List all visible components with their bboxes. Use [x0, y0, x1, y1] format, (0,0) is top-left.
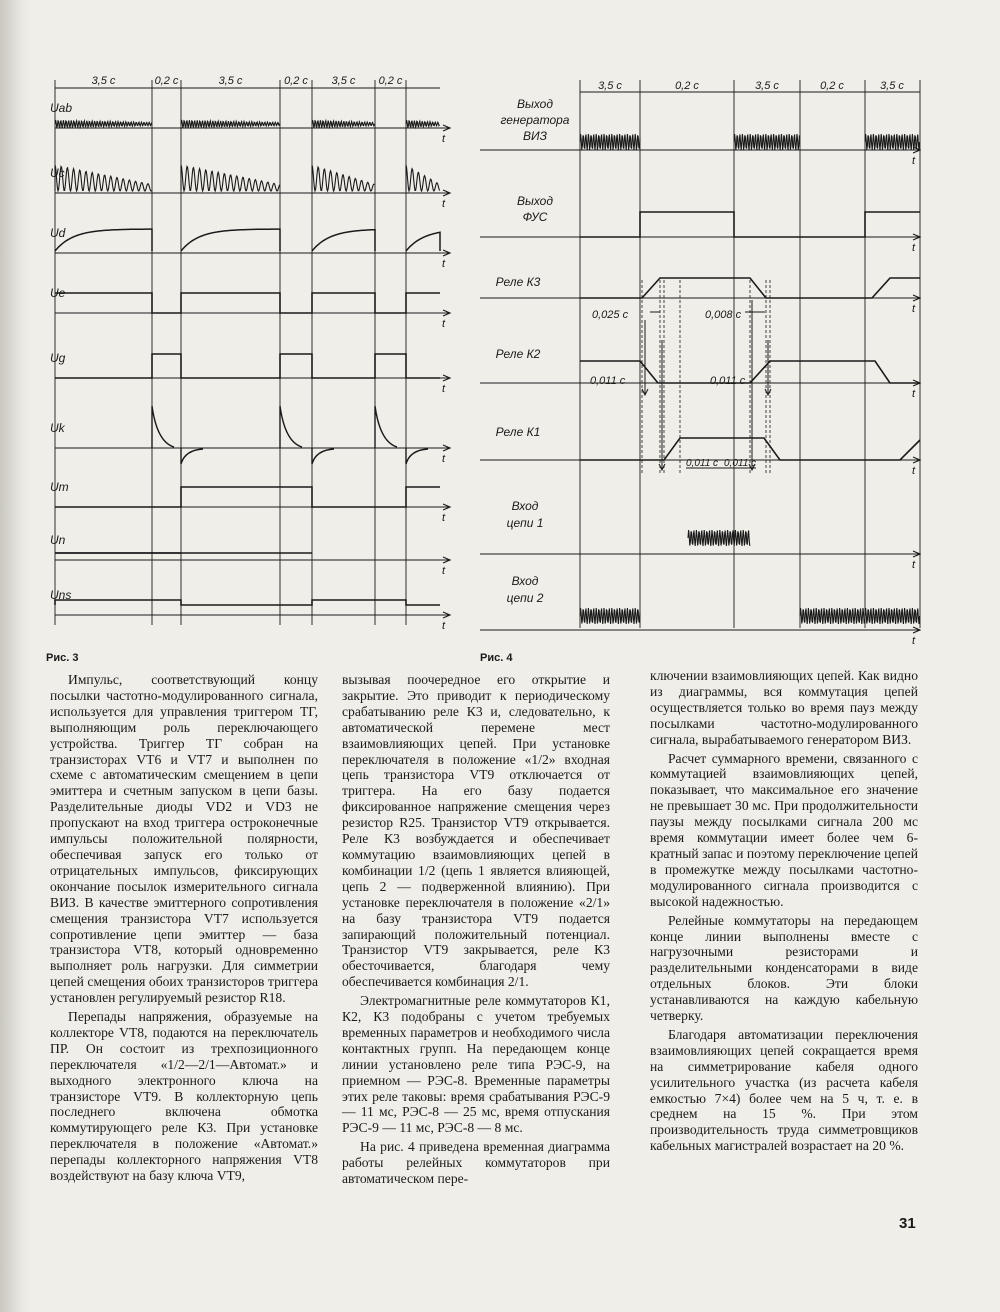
fig4-axis-viz-t-label: t	[912, 155, 916, 167]
fig4-delay-label-4: 0,011 с	[686, 458, 719, 469]
fig3-axis-uc-t-label: t	[442, 198, 446, 210]
paragraph: Релейные коммутаторы на передающем конце линии выполнены вместе с нагрузочными резисторами и разделительными конденсаторами в виде отдельных блоков. Эти блоки устанавливаются на каждую кабельную четверку.	[650, 912, 918, 1024]
figure-4-caption: Рис. 4	[480, 652, 513, 664]
fig4-in1-burst	[688, 530, 750, 546]
fig3-uk-pos-spike-2	[375, 406, 397, 448]
paragraph: Расчет суммарного времени, связанного с коммутацией взаимовлияющих цепей, показывает, что максимальное его значение не превышает 30 мс. При продолжительности паузы между посылками сигнала 200 мс время коммутации имеет более чем 6-кратный запас и поэтому переключение цепей в промежутке между посылками частотно-модулированного сигнала производится с высокой надежностью.	[650, 750, 918, 909]
fig4-label-in1-line2: цепи 1	[506, 516, 544, 530]
fig3-interval-label-4: 3,5 с	[331, 75, 356, 87]
fig3-uab-burst-0	[55, 120, 152, 128]
paragraph: Электромагнитные реле коммутаторов К1, К2, К3 подобраны с учетом требуемых временных параметров и необходимого числа контактных групп. На передающем конце линии установлено реле типа РЭС-9, на приемном — РЭС-8. Временные параметры этих реле таковы: время срабатывания РЭС-9 — 11 мс, РЭС-8 — 25 мс, время отпускания РЭС-9 — 11 мс, РЭС-8 — 8 мс.	[342, 993, 610, 1136]
fig3-ug-waveform	[55, 354, 440, 378]
fig4-axis-in1-t-label: t	[912, 559, 916, 571]
figure-3-caption: Рис. 3	[46, 652, 79, 664]
fig3-axis-ue-t-label: t	[442, 318, 446, 330]
fig3-uk-pos-spike-1	[280, 406, 302, 448]
fig3-uc-burst-0	[55, 165, 152, 191]
fig4-in2-burst-2	[865, 608, 920, 624]
fig4-label-fus-line1: Выход	[516, 194, 554, 208]
fig4-label-viz-line3: ВИЗ	[523, 129, 547, 143]
fig3-axis-un-t-label: t	[442, 565, 446, 577]
fig4-label-fus-line2: ФУС	[522, 210, 548, 224]
fig4-axis-k1-t-label: t	[912, 465, 916, 477]
paragraph: ключении взаимовлияющих цепей. Как видно из диаграммы, вся коммутация цепей осуществляется только во время пауз между посылками частотно-модулированного сигнала, вырабатываемого генератором ВИЗ.	[650, 668, 918, 747]
fig3-interval-label-1: 0,2 с	[154, 75, 179, 87]
fig4-axis-fus-t-label: t	[912, 242, 916, 254]
fig3-uc-burst-1	[181, 165, 280, 191]
fig3-uk-neg-spike-0	[181, 448, 203, 464]
fig3-signal-label-um: Um	[50, 480, 69, 494]
fig4-label-viz-line2: генератора	[500, 113, 570, 127]
figure-4-timing-diagram	[480, 0, 940, 647]
fig3-axis-uk-t-label: t	[442, 453, 446, 465]
figure-3-timing-diagram	[30, 0, 500, 640]
fig4-label-viz-line1: Выход	[516, 97, 554, 111]
fig4-label-in1-line1: Вход	[511, 499, 539, 513]
fig3-signal-label-uk: Uk	[50, 421, 65, 435]
fig3-axis-uab-t-label: t	[442, 133, 446, 145]
fig4-label-k1: Реле К1	[495, 425, 541, 439]
fig4-delay-label-1: 0,008 с	[705, 309, 742, 321]
fig3-signal-label-un: Un	[50, 533, 66, 547]
text-column-1	[50, 672, 318, 1187]
fig3-uab-burst-1	[181, 120, 280, 128]
fig4-label-k3: Реле К3	[495, 275, 541, 289]
fig3-ud-envelope-2	[312, 230, 375, 251]
fig4-axis-in2-t-label: t	[912, 635, 916, 647]
fig3-axis-ud-t-label: t	[442, 258, 446, 270]
fig3-signal-label-ug: Ug	[50, 351, 66, 365]
fig4-interval-label-2: 3,5 с	[755, 80, 779, 92]
fig4-delay-label-3: 0,011 с	[710, 375, 746, 387]
fig3-uns-waveform	[55, 600, 440, 605]
fig3-ud-envelope-3	[406, 232, 440, 251]
fig3-uab-burst-2	[312, 120, 374, 128]
fig3-uk-neg-spike-2	[406, 448, 428, 464]
fig4-interval-label-3: 0,2 с	[820, 80, 844, 92]
fig4-label-in2-line2: цепи 2	[506, 591, 544, 605]
fig3-signal-label-ud: Ud	[50, 226, 66, 240]
fig3-um-waveform	[55, 487, 440, 507]
fig3-interval-label-2: 3,5 с	[218, 75, 243, 87]
fig4-in2-burst-0	[580, 608, 640, 624]
fig4-viz-burst-1	[734, 134, 799, 150]
fig3-signal-label-uns: Uns	[50, 588, 72, 602]
fig3-signal-label-uab: Uab	[50, 101, 73, 115]
fig3-axis-uns-t-label: t	[442, 620, 446, 632]
fig4-in2-burst-1	[800, 608, 865, 624]
fig4-label-in2-line1: Вход	[511, 574, 539, 588]
fig3-axis-um-t-label: t	[442, 512, 446, 524]
paragraph: Перепады напряжения, образуемые на коллекторе VT8, подаются на переключатель ПР. Он состоит из трехпозиционного переключателя «1/2—2/1—Автомат.» и выходного электронного ключа на транзисторе VT9. В коллекторную цепь последнего включена обмотка коммутирующего реле К3. При установке переключателя в положение «Автомат.» перепады коллекторного напряжения VT8 воздействуют на базу ключа VT9,	[50, 1009, 318, 1184]
fig3-uk-pos-spike-0	[152, 406, 174, 448]
fig4-interval-label-1: 0,2 с	[675, 80, 699, 92]
fig4-label-k2: Реле К2	[495, 347, 541, 361]
fig4-axis-k2-t-label: t	[912, 388, 916, 400]
fig4-axis-k3-t-label: t	[912, 303, 916, 315]
fig3-axis-ug-t-label: t	[442, 383, 446, 395]
fig3-ue-waveform	[55, 293, 440, 313]
fig4-delay-label-2: 0,011 с	[590, 375, 626, 387]
fig3-uc-burst-3	[406, 165, 440, 191]
fig4-interval-label-0: 3,5 с	[598, 80, 622, 92]
fig4-interval-label-4: 3,5 с	[880, 80, 904, 92]
fig3-interval-label-3: 0,2 с	[284, 75, 308, 87]
fig4-viz-burst-0	[580, 134, 640, 150]
fig3-signal-label-ue: Ue	[50, 286, 66, 300]
fig3-ud-envelope-1	[181, 229, 280, 251]
paragraph: вызывая поочередное его открытие и закрытие. Это приводит к периодическому срабатыванию реле К3 и, следовательно, к автоматической перемене мест взаимовлияющих цепей. При установке переключателя в положение «1/2» входная цепь транзистора VT9 отключается от триггера. На его базу подается фиксированное напряжение смещения через резистор R25. Транзистор VT9 открывается. Реле К3 возбуждается и обеспечивает коммутацию взаимовлияющих цепей в комбинации 1/2 (цепь 1 является влияющей, цепь 2 — подверженной влиянию). При установке переключателя в положение «2/1» на базу транзистора VT9 подается запирающий положительный потенциал. Транзистор VT9 закрывается, реле К3 обесточивается, благодаря чему обеспечивается комбинация 2/1.	[342, 672, 610, 990]
paragraph: На рис. 4 приведена временная диаграмма работы релейных коммутаторов при автоматическом пере-	[342, 1139, 610, 1187]
fig3-interval-label-0: 3,5 с	[91, 75, 116, 87]
page-number: 31	[899, 1215, 916, 1232]
fig4-delay-label-5: 0,011 с	[724, 458, 757, 469]
text-column-3	[650, 668, 918, 1157]
fig4-viz-burst-2	[865, 134, 920, 150]
fig3-uab-burst-3	[406, 120, 440, 128]
fig3-interval-label-5: 0,2 с	[378, 75, 403, 87]
paragraph: Импульс, соответствующий концу посылки частотно-модулированного сигнала, используется для управления триггером ТГ, выполняющим роль переключающего устройства. Триггер ТГ собран на транзисторах VT6 и VT7 и выполнен по схеме с автоматическим смещением в цепи эмиттера и счетным запуском в цепи базы. Разделительные диоды VD2 и VD3 не пропускают на вход триггера остроконечные импульсы положительной полярности, обеспечивая запуск его только от отрицательных импульсов, фиксирующих окончание посылок измерительного сигнала ВИЗ. В качестве эмиттерного сопротивления смещения транзистора VT7 используется сопротивление цепи эмиттер — база транзистора VT8, который одновременно выполняет роль нагрузки. Для симметрии цепей смещения обоих транзисторов триггера установлен регулируемый резистор R18.	[50, 672, 318, 1006]
text-column-2	[342, 672, 610, 1190]
fig3-uc-burst-2	[312, 165, 374, 191]
paragraph: Благодаря автоматизации переключения взаимовлияющих цепей сокращается время на симметрирование кабеля одного усилительного участка (из расчета кабеля емкостью 7×4) более чем на 5 ч, т. е. в среднем на 15 %. При этом производительность труда симметровщиков кабельных магистралей возрастает на 20 %.	[650, 1026, 918, 1154]
fig4-fus-waveform	[580, 212, 920, 237]
fig4-delay-label-0: 0,025 с	[592, 309, 629, 321]
scan-shadow-edge	[0, 0, 30, 1312]
fig3-uk-neg-spike-1	[312, 448, 334, 464]
fig3-signal-label-uc: Uc	[50, 166, 65, 180]
fig3-ud-envelope-0	[55, 229, 152, 251]
